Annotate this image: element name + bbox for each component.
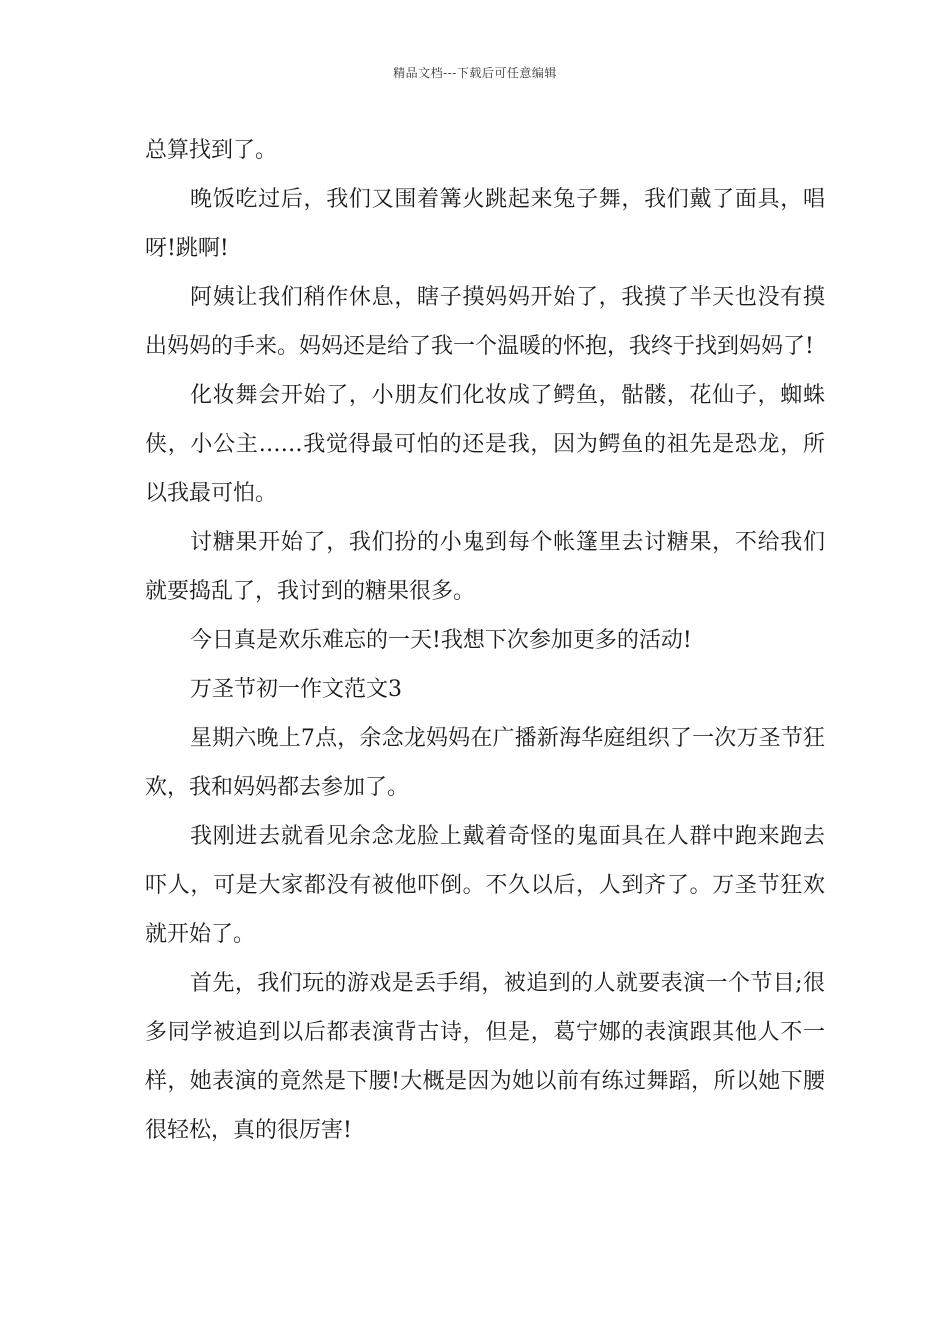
paragraph: 阿姨让我们稍作休息，瞎子摸妈妈开始了，我摸了半天也没有摸出妈妈的手来。妈妈还是给了我一个温暖的怀抱，我终于找到妈妈了! — [145, 285, 825, 359]
paragraph: 今日真是欢乐难忘的一天!我想下次参加更多的活动! — [190, 628, 692, 653]
page-header: 精品文档---下载后可任意编辑 — [393, 66, 557, 80]
paragraph: 我刚进去就看见余念龙脸上戴着奇怪的鬼面具在人群中跑来跑去吓人，可是大家都没有被他吓倒。不久以后，人到齐了。万圣节狂欢就开始了。 — [145, 824, 825, 947]
paragraph: 化妆舞会开始了，小朋友们化妆成了鳄鱼，骷髅，花仙子，蜘蛛侠，小公主……我觉得最可怕的还是我，因为鳄鱼的祖先是恐龙，所以我最可怕。 — [145, 383, 825, 506]
paragraph: 首先，我们玩的游戏是丢手绢，被追到的人就要表演一个节目;很多同学被追到以后都表演背古诗，但是，葛宁娜的表演跟其他人不一样，她表演的竟然是下腰!大概是因为她以前有练过舞蹈，所以她下腰很轻松，真的很厉害! — [145, 971, 825, 1143]
paragraph: 晚饭吃过后，我们又围着篝火跳起来兔子舞，我们戴了面具，唱呀!跳啊! — [145, 187, 825, 261]
paragraph: 讨糖果开始了，我们扮的小鬼到每个帐篷里去讨糖果，不给我们就要捣乱了，我讨到的糖果很多。 — [145, 530, 825, 604]
paragraph-continuation: 总算找到了。 — [145, 138, 278, 163]
section-title: 万圣节初一作文范文3 — [190, 677, 402, 702]
document-body — [145, 126, 825, 1155]
paragraph: 星期六晚上7点，余念龙妈妈在广播新海华庭组织了一次万圣节狂欢，我和妈妈都去参加了。 — [145, 726, 825, 800]
